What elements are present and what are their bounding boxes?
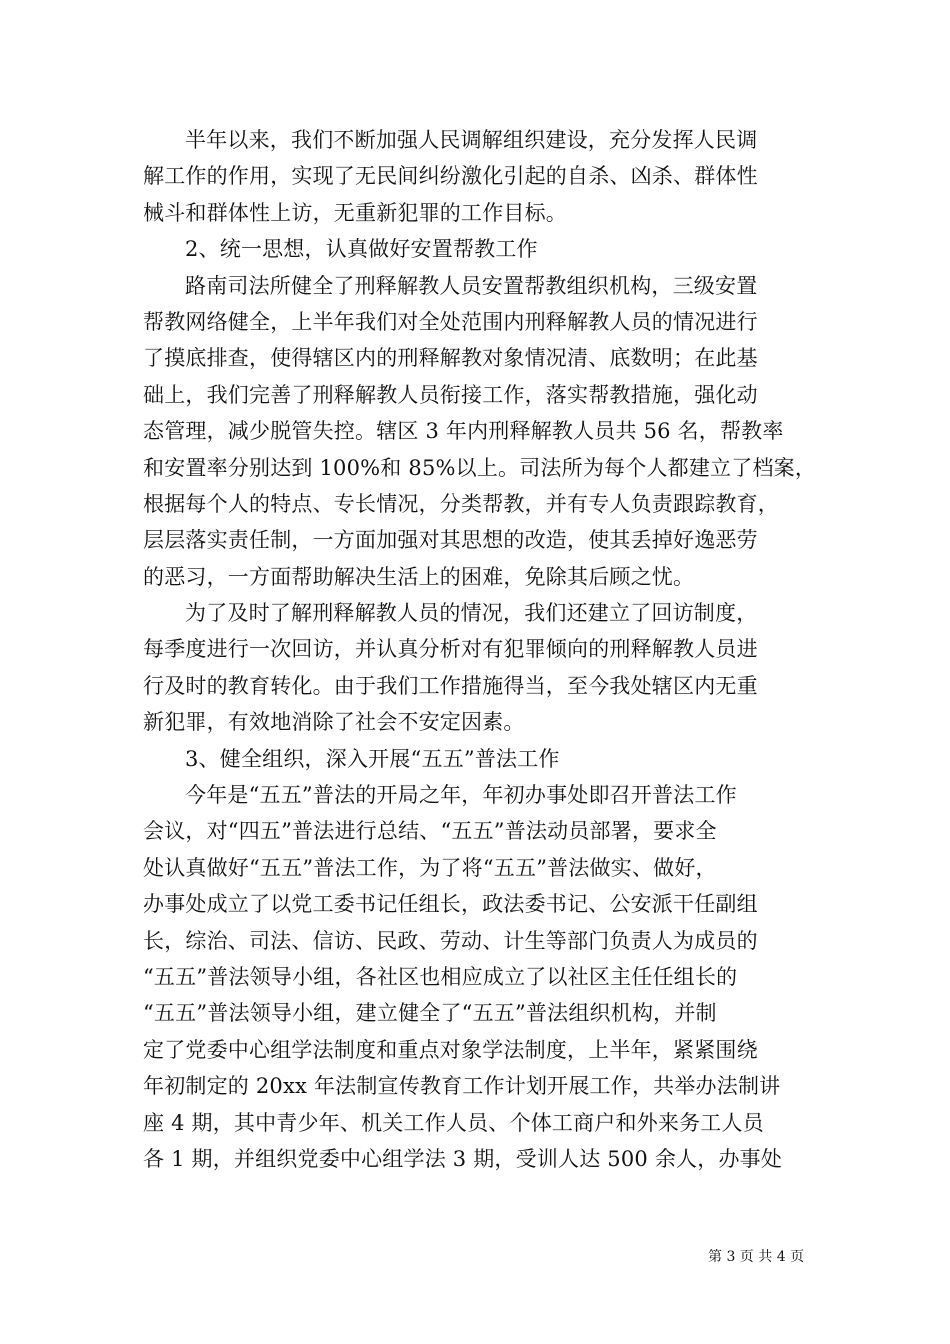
heading-text: 2、统一思想，认真做好安置帮教工作 bbox=[185, 237, 538, 262]
text-line: 半年以来，我们不断加强人民调解组织建设，充分发挥人民调 bbox=[185, 128, 758, 152]
text-line: 的恶习，一方面帮助解决生活上的困难，免除其后顾之忧。 bbox=[143, 564, 695, 589]
text-line: 层层落实责任制，一方面加强对其思想的改造，使其丢掉好逸恶劳 bbox=[143, 528, 758, 553]
paragraph bbox=[143, 268, 815, 596]
text-line: 帮教网络健全，上半年我们对全处范围内刑释解教人员的情况进行 bbox=[143, 309, 758, 334]
text-line: 今年是“五五”普法的开局之年，年初办事处即召开普法工作 bbox=[185, 783, 737, 808]
text-line: 座 4 期，其中青少年、机关工作人员、个体工商户和外来务工人员 bbox=[143, 1110, 764, 1135]
text-line: 了摸底排查，使得辖区内的刑释解教对象情况清、底数明；在此基 bbox=[143, 346, 758, 371]
paragraph bbox=[143, 777, 815, 1177]
text-line: “五五”普法领导小组，各社区也相应成立了以社区主任任组长的 bbox=[143, 964, 738, 989]
text-line: 路南司法所健全了刑释解教人员安置帮教组织机构，三级安置 bbox=[185, 273, 758, 298]
text-line: 解工作的作用，实现了无民间纠纷激化引起的自杀、凶杀、群体性 bbox=[143, 164, 758, 189]
text-line: 础上，我们完善了刑释解教人员衔接工作，落实帮教措施，强化动 bbox=[143, 382, 758, 407]
paragraph bbox=[143, 595, 815, 741]
text-line: 态管理，减少脱管失控。辖区 3 年内刑释解教人员共 56 名，帮教率 bbox=[143, 419, 784, 444]
text-line: 行及时的教育转化。由于我们工作措施得当，至今我处辖区内无重 bbox=[143, 673, 758, 698]
page-number-footer: 第 3 页 共 4 页 bbox=[708, 1249, 805, 1265]
text-line: 每季度进行一次回访，并认真分析对有犯罪倾向的刑释解教人员进 bbox=[143, 637, 758, 662]
text-line: 根据每个人的特点、专长情况，分类帮教，并有专人负责跟踪教育， bbox=[143, 491, 779, 516]
section-heading bbox=[143, 231, 815, 267]
paragraph bbox=[143, 122, 815, 231]
section-heading bbox=[143, 741, 815, 777]
text-line: 会议，对“四五”普法进行总结、“五五”普法动员部署，要求全 bbox=[143, 819, 717, 844]
text-line: 为了及时了解刑释解教人员的情况，我们还建立了回访制度， bbox=[185, 601, 758, 626]
text-line: 械斗和群体性上访，无重新犯罪的工作目标。 bbox=[143, 200, 567, 225]
text-line: 长，综治、司法、信访、民政、劳动、计生等部门负责人为成员的 bbox=[143, 928, 758, 953]
text-line: “五五”普法领导小组，建立健全了“五五”普法组织机构，并制 bbox=[143, 1001, 717, 1026]
text-line: 各 1 期，并组织党委中心组学法 3 期，受训人达 500 余人，办事处 bbox=[143, 1146, 783, 1171]
heading-text: 3、健全组织，深入开展“五五”普法工作 bbox=[185, 746, 560, 771]
text-line: 和安置率分别达到 100%和 85%以上。司法所为每个人都建立了档案， bbox=[143, 455, 817, 480]
text-line: 新犯罪，有效地消除了社会不安定因素。 bbox=[143, 710, 525, 735]
document-body bbox=[143, 122, 815, 1177]
text-line: 定了党委中心组学法制度和重点对象学法制度，上半年，紧紧围绕 bbox=[143, 1037, 758, 1062]
text-line: 年初制定的 20xx 年法制宣传教育工作计划开展工作，共举办法制讲 bbox=[143, 1074, 781, 1099]
text-line: 办事处成立了以党工委书记任组长，政法委书记、公安派干任副组 bbox=[143, 892, 758, 917]
text-line: 处认真做好“五五”普法工作，为了将“五五”普法做实、做好， bbox=[143, 855, 717, 880]
